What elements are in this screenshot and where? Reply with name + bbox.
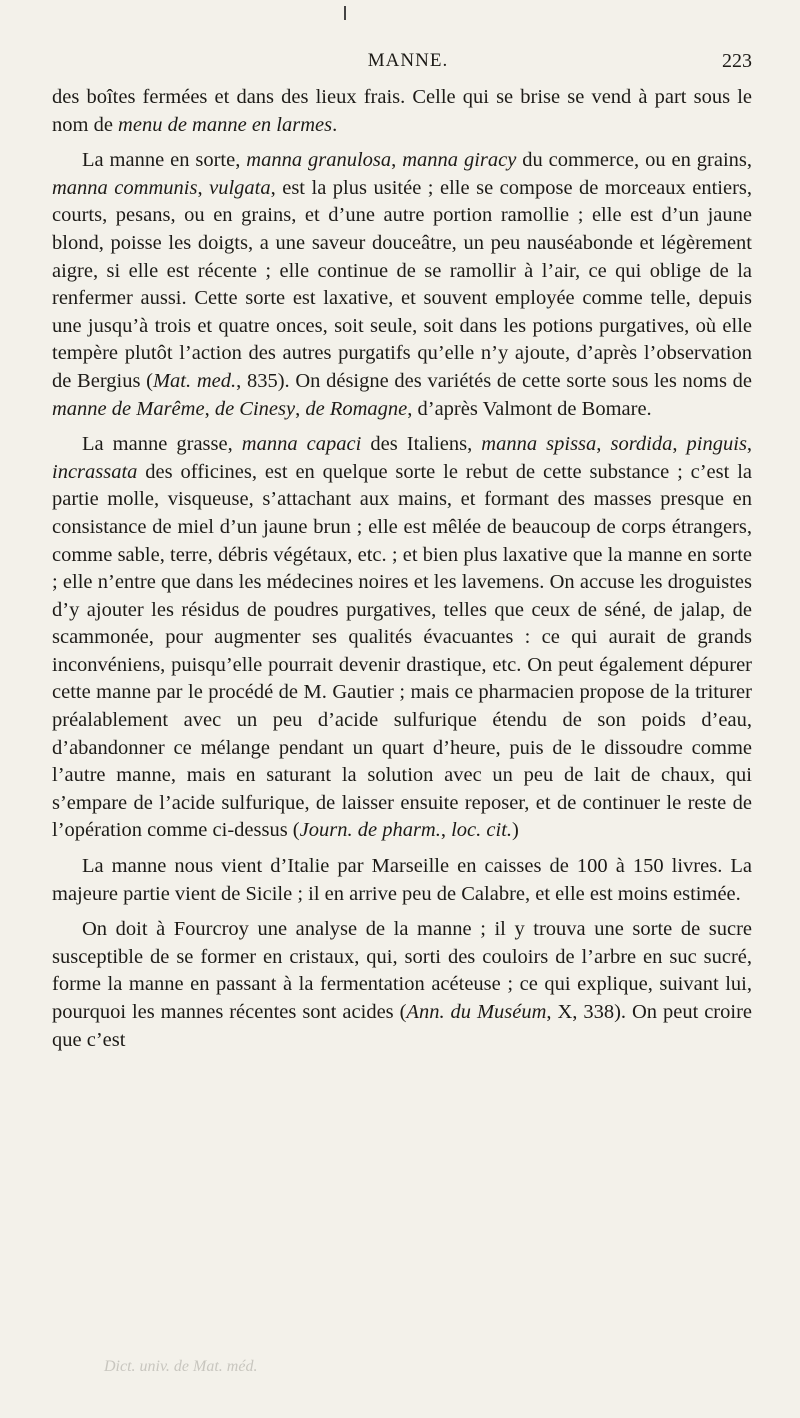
italic-run: de Cinesy [214,397,296,420]
text-run: . [332,113,338,136]
page-number: 223 [722,50,752,72]
text-run: La manne nous vient d’Italie par Marseille en caisses de 100 à 150 livres. La majeure partie vient de Sicile ; il en arrive peu de Calabre, et elle est moins estimée. [52,855,752,905]
italic-run: manna communis [52,176,198,199]
italic-run: Journ. de pharm. [299,819,441,842]
italic-run: manne de Marême [52,397,205,420]
paragraph [52,147,752,423]
text-run: , [391,149,403,172]
running-title: MANNE. [367,50,449,71]
italic-run: menu de manne en larmes [118,113,333,136]
text-run: , 835). On désigne des variétés de cette sorte sous les noms de [236,369,752,392]
italic-run: manna spissa [481,433,597,456]
text-run: , [440,819,452,842]
text-run: du commerce, ou en grains, [516,149,752,172]
italic-run: de Romagne [305,397,408,420]
text-run: des officines, est en quelque sorte le rebut de cette substance ; c’est la partie molle, visqueuse, s’attachant aux mains, et formant des masses presque en consistance de miel d’un jaune brun ; elle est mêlée de beaucoup de corps étrangers, comme sable, terre, débris végétaux, etc. ; et bien plus laxative que la manne en sorte ; elle n’entre que dans les médecines noires et les lavemens. On accuse les droguistes d’y ajouter les résidus de poudres purgatives, telles que ceux de séné, de jalap, de scammonée, pour augmenter ses qualités évacuantes : ce qui aurait de grands inconvéniens, puisqu’elle pourrait devenir drastique, etc. On peut également dépurer cette manne par le procédé de M. Gautier ; mais ce pharmacien propose de la triturer préalablement avec un peu d’acide sulfurique étendu de son poids d’eau, d’abandonner ce mélange pendant un quart d’heure, puis de le dissoudre comme l’autre manne, mais en saturant la solution avec un peu de lait de chaux, qui s’empare de l’acide sulfurique, de laisser ensuite reposer, et de continuer le reste de l’opération comme ci-dessus ( [52,460,752,842]
text-run: La manne grasse, [82,433,242,456]
italic-run: manna giracy [402,149,517,172]
italic-run: manna capaci [241,433,362,456]
text-run: , [746,433,753,456]
text-run: , [596,433,611,456]
italic-run: vulgata [209,176,271,199]
show-through-text: Dict. univ. de Mat. méd. [104,1358,258,1375]
paragraph [52,853,752,908]
italic-run: pinguis [686,433,747,456]
text-run: , X, 338). On peut croire que c’est [52,1001,753,1051]
text-run: ) [512,819,519,842]
text-run: , est la plus usitée ; elle se compose de morceaux entiers, courts, pesans, ou en grains, et d’une autre portion ramollie ; elle est d’un jaune blond, poisse les doigts, a une saveur douceâtre, un peu nauséabonde et légèrement aigre, si elle est récente ; elle continue de se ramollir à l’air, ce qui oblige de la renfermer aussi. Cette sorte est laxative, et souvent employée comme telle, depuis une jusqu’à trois et quatre onces, soit seule, soit dans les potions purgatives, où elle tempère plutôt l’action des autres purgatifs qu’elle n’y ajoute, d’après l’observation de Bergius ( [52,176,753,392]
text-run: des Italiens, [361,433,482,456]
text-run: des boîtes fermées et dans des lieux frais. Celle qui se brise se vend à part sous le nom de [52,86,752,136]
text-run: , [672,433,687,456]
italic-run: incrassata [52,460,138,483]
text-run: , [197,176,210,199]
italic-run: manna granulosa [246,149,392,172]
top-margin-mark [344,6,346,20]
italic-run: Mat. med. [152,369,237,392]
paragraph [52,431,752,845]
body-text [52,84,752,1054]
italic-run: sordida [610,433,673,456]
text-run: , d’après Valmont de Bomare. [407,397,652,420]
italic-run: loc. cit. [451,819,513,842]
running-header [60,50,756,80]
text-run: La manne en sorte, [82,149,247,172]
text-run: On doit à Fourcroy une analyse de la manne ; il y trouva une sorte de sucre susceptible de se former en cristaux, qui, sorti des couloirs de l’arbre en suc sucré, forme la manne en passant à la fermentation acéteuse ; ce qui explique, suivant lui, pourquoi les mannes récentes sont acides ( [52,918,752,1023]
text-run: , [295,397,306,420]
italic-run: Ann. du Muséum [406,1001,547,1023]
paragraph [52,916,752,1054]
text-run: , [204,397,215,420]
paragraph [52,84,752,139]
